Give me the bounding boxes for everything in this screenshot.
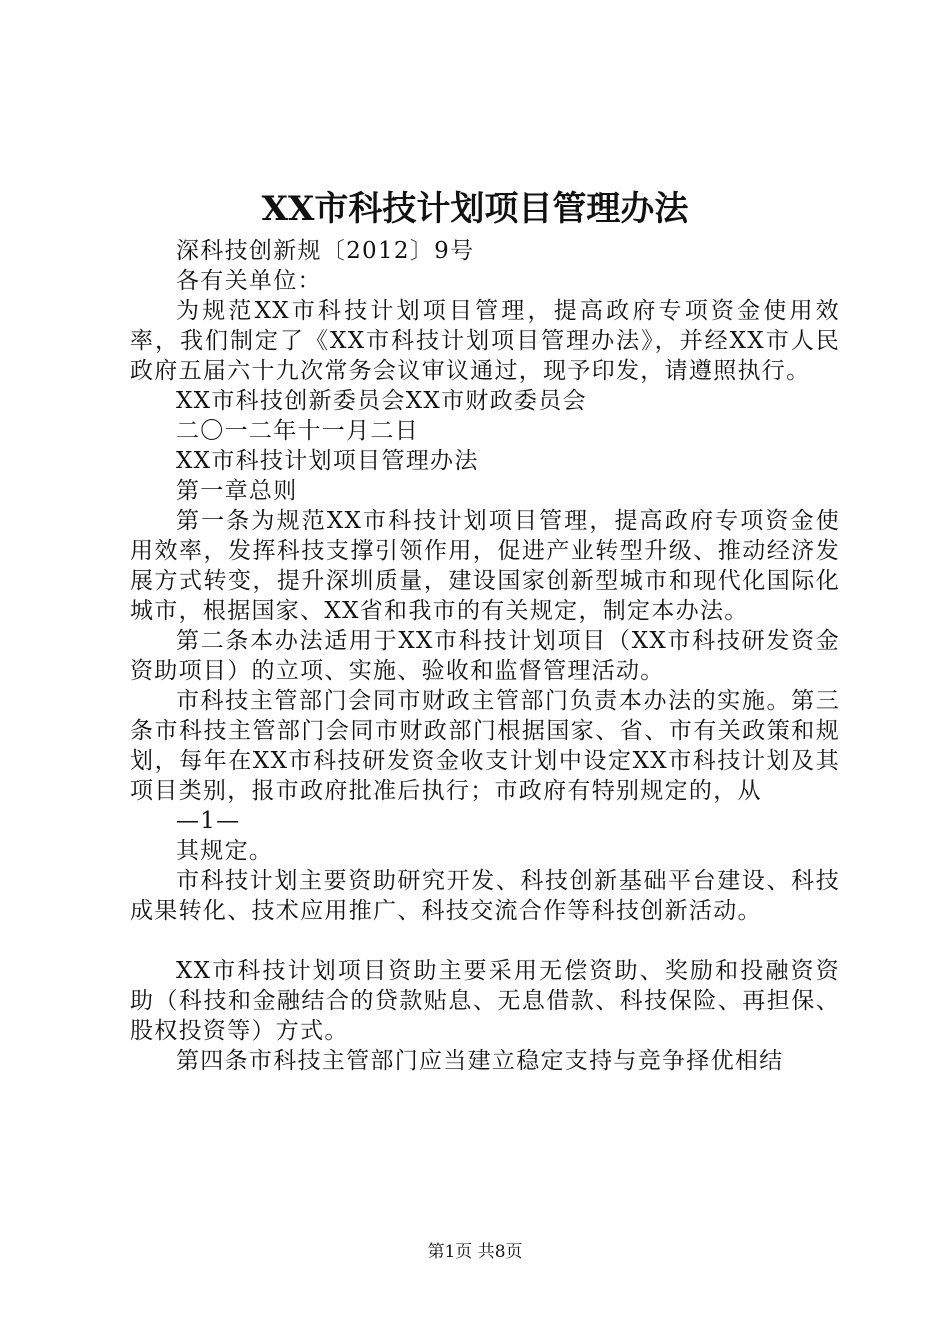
document-number: 深科技创新规〔2012〕9号: [176, 238, 475, 264]
section-title: XX市科技计划项目管理办法: [176, 448, 479, 474]
document-title: XX市科技计划项目管理办法: [261, 189, 689, 229]
addressee: 各有关单位：: [176, 268, 322, 294]
issuer: XX市科技创新委员会XX市财政委员会: [176, 388, 587, 414]
article-2: 第二条本办法适用于XX市科技计划项目（XX市科技研发资金资助项目）的立项、实施、验收和监督管理活动。: [130, 628, 840, 684]
paragraph: 为规范XX市科技计划项目管理，提高政府专项资金使用效率，我们制定了《XX市科技计划项目管理办法》，并经XX市人民政府五届六十九次常务会议审议通过，现予印发，请遵照执行。: [130, 298, 840, 384]
paragraph: 其规定。: [176, 838, 274, 864]
paragraph: 市科技计划主要资助研究开发、科技创新基础平台建设、科技成果转化、技术应用推广、科技交流合作等科技创新活动。: [130, 868, 840, 924]
paragraph: XX市科技计划项目资助主要采用无偿资助、奖励和投融资资助（科技和金融结合的贷款贴息、无息借款、科技保险、再担保、股权投资等）方式。: [130, 958, 840, 1044]
page-marker: —1—: [176, 808, 241, 834]
chapter-heading: 第一章总则: [176, 478, 298, 504]
article-1: 第一条为规范XX市科技计划项目管理，提高政府专项资金使用效率，发挥科技支撑引领作用，促进产业转型升级、推动经济发展方式转变，提升深圳质量，建设国家创新型城市和现代化国际化城市，根据国家、XX省和我市的有关规定，制定本办法。: [130, 508, 840, 624]
issue-date: 二〇一二年十一月二日: [176, 418, 419, 444]
document-body: [130, 236, 840, 1076]
article-4: 第四条市科技主管部门应当建立稳定支持与竞争择优相结: [176, 1048, 784, 1074]
article-3: 市科技主管部门会同市财政主管部门负责本办法的实施。第三条市科技主管部门会同市财政部门根据国家、省、市有关政策和规划，每年在XX市科技研发资金收支计划中设定XX市科技计划及其项目类别，报市政府批准后执行；市政府有特别规定的，从: [130, 688, 840, 804]
page-footer: 第1页 共8页: [427, 1242, 523, 1262]
